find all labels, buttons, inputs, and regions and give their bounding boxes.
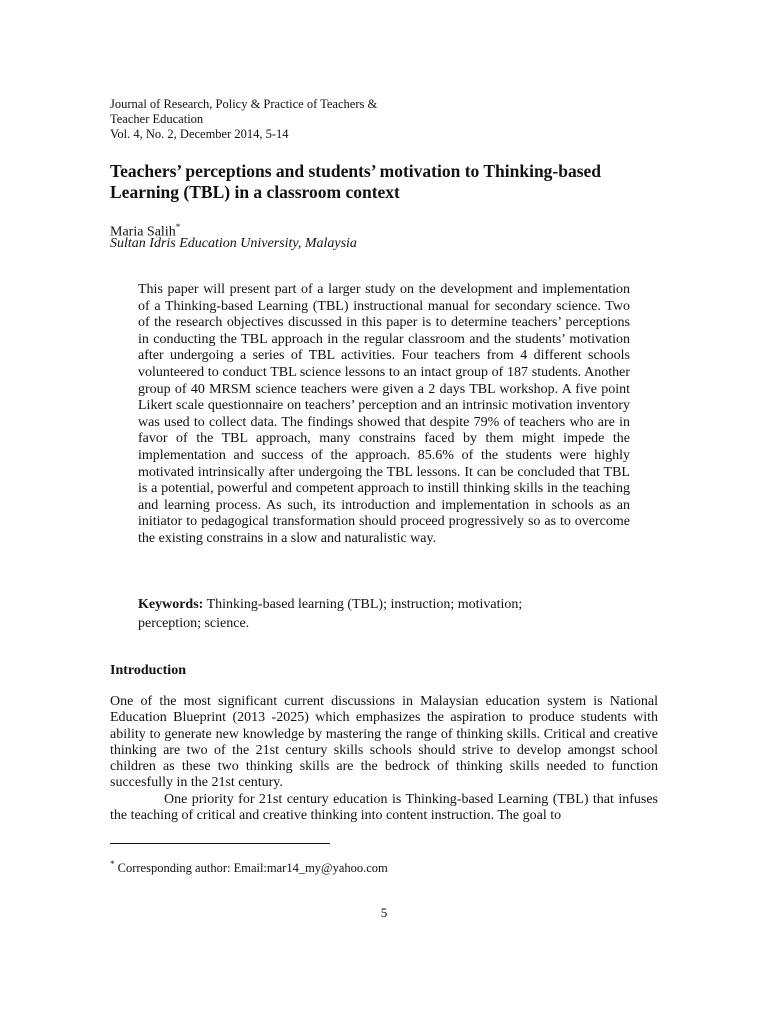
introduction-paragraph-2: One priority for 21st century education is Thinking-based Learning (TBL) that infuses the teaching of critical and creative thinking into content instruction. The goal to xyxy=(110,791,658,824)
journal-citation xyxy=(110,97,530,142)
footnote xyxy=(110,856,388,876)
author-name: Maria Salih xyxy=(110,224,176,240)
paper-title: Teachers’ perceptions and students’ motivation to Thinking-based Learning (TBL) in a classroom context xyxy=(110,161,602,202)
keywords-text-1: Thinking-based learning (TBL); instruction; motivation; xyxy=(206,597,523,612)
footnote-mark: * xyxy=(110,859,115,869)
journal-name-line-2: Teacher Education xyxy=(110,112,204,126)
keywords-line-1 xyxy=(138,595,630,614)
journal-volume-line: Vol. 4, No. 2, December 2014, 5-14 xyxy=(110,127,289,141)
journal-name-line-1: Journal of Research, Policy & Practice of Teachers & xyxy=(110,97,378,111)
author-footnote-mark: * xyxy=(175,222,181,232)
introduction-body xyxy=(110,694,658,824)
introduction-heading: Introduction xyxy=(110,663,186,678)
footnote-divider xyxy=(110,843,330,844)
footnote-text: Corresponding author: Email:mar14_my@yahoo.com xyxy=(117,861,388,876)
page-number: 5 xyxy=(380,905,388,920)
keywords-label: Keywords: xyxy=(138,597,204,612)
keywords-line-2: perception; science. xyxy=(138,616,250,631)
abstract: This paper will present part of a larger study on the development and implementation of a Thinking-based Learning (TBL) instructional manual for secondary science. Two of the research objectives discussed in this paper is to determine teachers’ perceptions in conducting the TBL approach in the regular classroom and the students’ motivation after undergoing a series of TBL activities. Four teachers from 4 different schools volunteered to conduct TBL science lessons to an intact group of 187 students. Another group of 40 MRSM science teachers were given a 2 days TBL workshop. A five point Likert scale questionnaire on teachers’ perception and an intrinsic motivation inventory was used to collect data. The findings showed that despite 79% of teachers who are in favor of the TBL approach, many constrains faced by them might impede the implementation and success of the approach. 85.6% of the students were highly motivated intrinsically after undergoing the TBL lessons. It can be concluded that TBL is a potential, powerful and competent approach to instill thinking skills in the teaching and learning process. As such, its introduction and implementation in schools as an initiator to pedagogical transformation should proceed progressively so as to overcome the existing constrains in a slow and naturalistic way. xyxy=(138,282,630,546)
keywords xyxy=(138,595,630,633)
introduction-paragraph-1: One of the most significant current discussions in Malaysian education system is National Education Blueprint (2013 -2025) which emphasizes the aspiration to produce students with ability to generate new knowledge by mastering the range of thinking skills. Critical and creative thinking are two of the 21st century skills schools should strive to develop amongst school children as these two thinking skills are the bedrock of thinking skills needed to function succesfully in the 21st century. xyxy=(110,694,658,791)
author-affiliation: Sultan Idris Education University, Malaysia xyxy=(110,236,357,251)
